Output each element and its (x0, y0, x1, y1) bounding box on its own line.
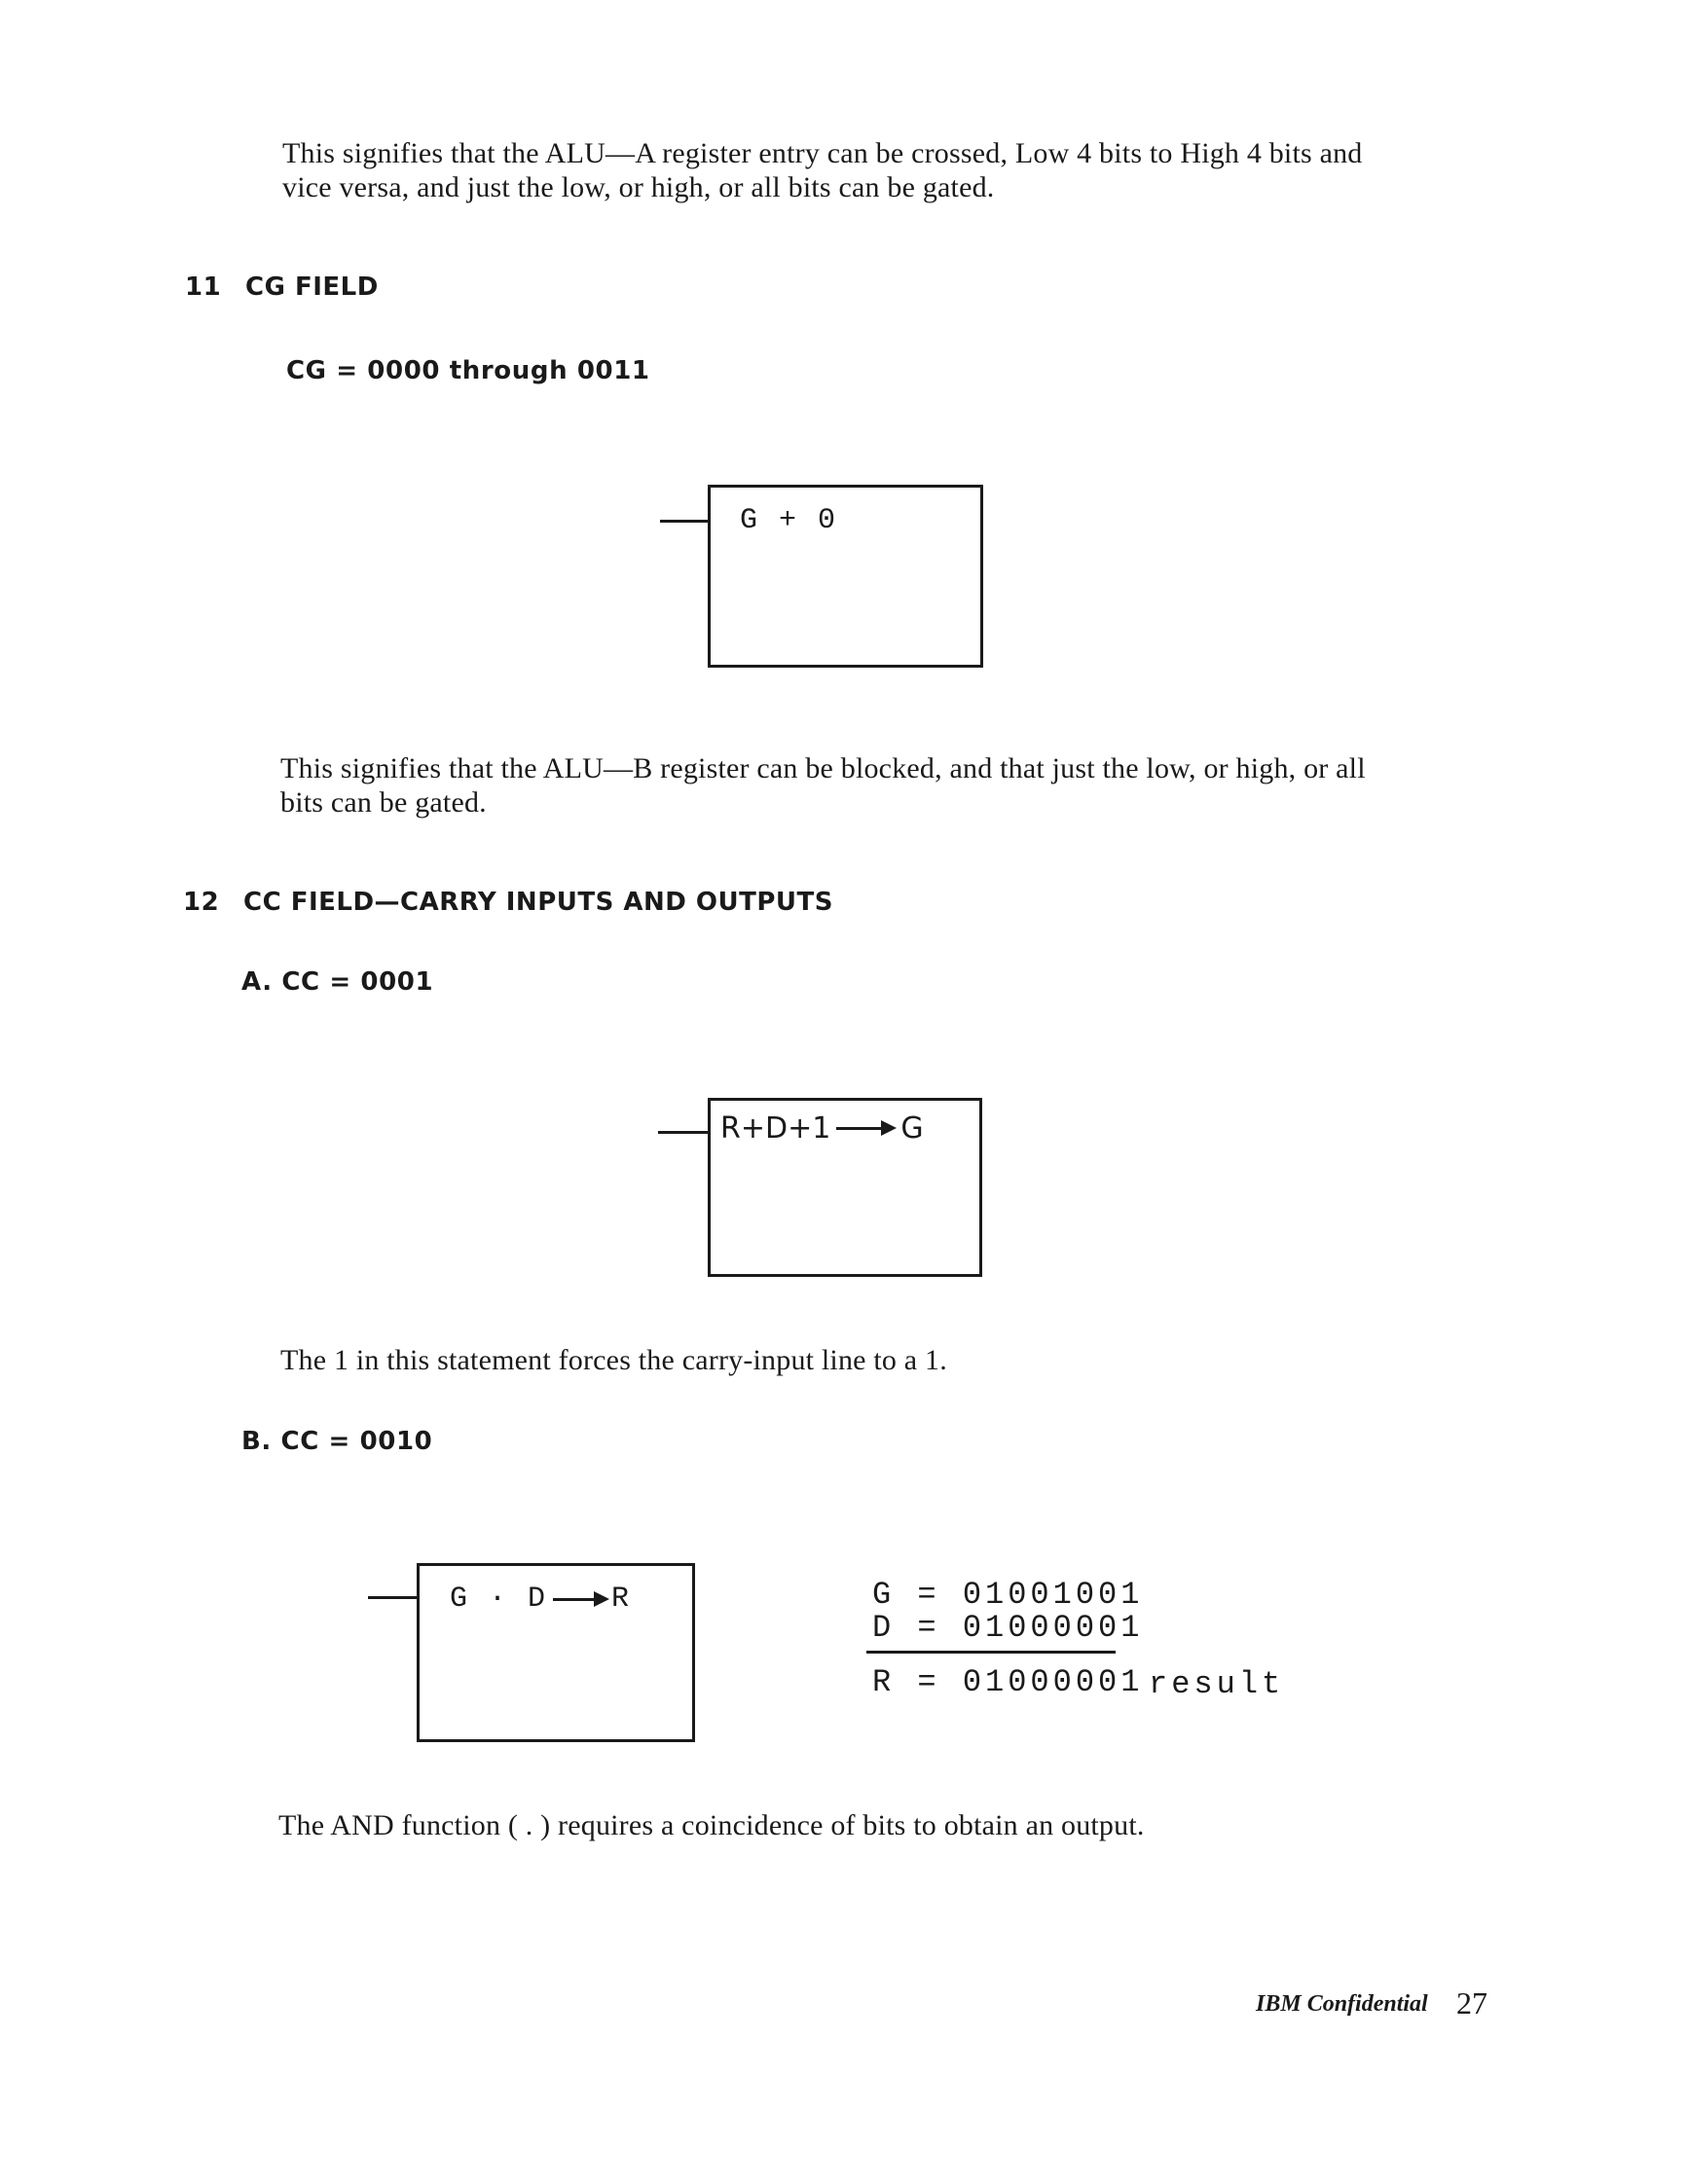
sum-rule (866, 1651, 1116, 1654)
diagram-2-label-right: G (900, 1111, 924, 1146)
diagram-1-label: G + 0 (740, 504, 838, 537)
equation-r: R = 01000001 (872, 1664, 1144, 1700)
equation-d: D = 01000001 (872, 1610, 1144, 1646)
item-b-note: The AND function ( . ) requires a coincidence of bits to obtain an output. (278, 1809, 1145, 1841)
diagram-1-input-line (660, 520, 711, 523)
section-12-title: CC FIELD—CARRY INPUTS AND OUTPUTS (243, 888, 833, 917)
section-11-heading (185, 273, 379, 302)
result-label: result (1149, 1666, 1285, 1702)
item-b-formula: B. CC = 0010 (241, 1427, 433, 1456)
cg-formula: CG = 0000 through 0011 (286, 356, 650, 385)
section-11-line-2: bits can be gated. (280, 786, 487, 819)
diagram-3-label (450, 1583, 631, 1616)
section-12-number: 12 (183, 888, 220, 917)
intro-line-1: This signifies that the ALU—A register entry can be crossed, Low 4 bits to High 4 bits and (282, 137, 1363, 169)
section-11-line-1: This signifies that the ALU—B register can be blocked, and that just the low, or high, or all (280, 752, 1366, 784)
diagram-3-input-line (368, 1596, 419, 1599)
intro-paragraph (282, 136, 1362, 204)
diagram-2-label-left: R+D+1 (720, 1111, 831, 1146)
section-11-paragraph (280, 751, 1366, 819)
intro-line-2: vice versa, and just the low, or high, or all bits can be gated. (282, 171, 995, 203)
diagram-2-label (720, 1111, 924, 1146)
equation-g: G = 01001001 (872, 1577, 1144, 1613)
item-a-note: The 1 in this statement forces the carry-input line to a 1. (280, 1344, 947, 1376)
footer-confidential: IBM Confidential (1256, 1991, 1428, 2017)
section-11-number: 11 (185, 273, 222, 302)
item-a-formula: A. CC = 0001 (241, 967, 434, 997)
section-12-heading (183, 888, 833, 917)
diagram-3-label-right: R (611, 1583, 632, 1616)
diagram-2-input-line (658, 1131, 711, 1134)
right-arrow-icon (836, 1127, 893, 1130)
section-11-title: CG FIELD (245, 273, 379, 302)
diagram-3-label-left: G · D (450, 1583, 548, 1616)
page-number: 27 (1456, 1985, 1487, 2020)
right-arrow-icon (553, 1598, 605, 1601)
